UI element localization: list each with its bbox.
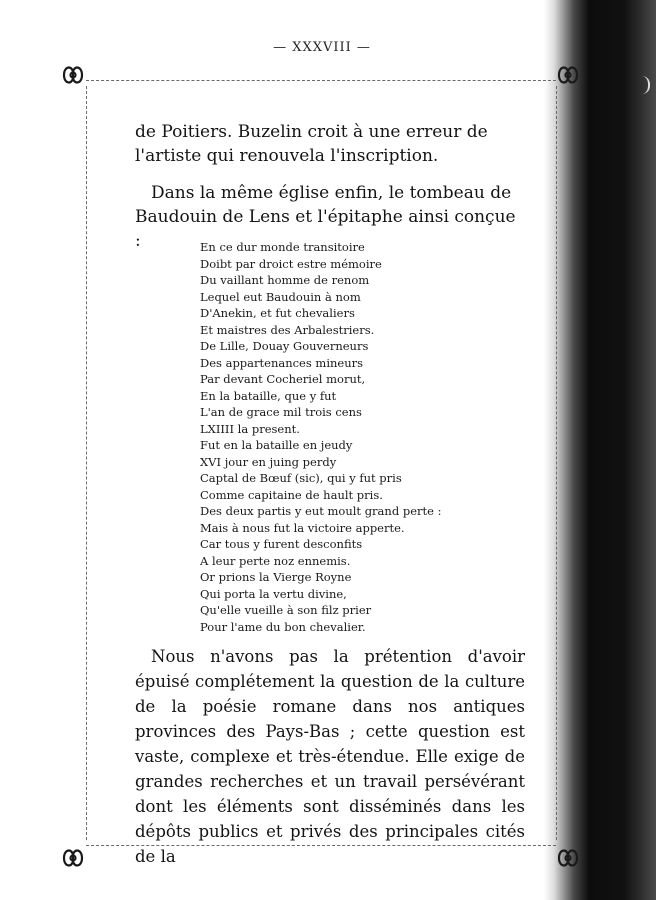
verse-line: Or prions la Vierge Royne [200, 570, 352, 584]
verse-line: Comme capitaine de hault pris. [200, 487, 383, 502]
verse-line: En la bataille, que y fut [200, 388, 337, 403]
frame-border-right [556, 86, 557, 840]
verse-line: Car tous y furent desconfits [200, 537, 363, 551]
verse-line: LXIIII la present. [200, 421, 300, 436]
verse-line: Et maistres des Arbalestriers. [200, 322, 375, 337]
verse-line: Des appartenances mineurs [200, 355, 364, 370]
frame-border-left [86, 86, 87, 840]
verse-line: Qui porta la vertu divine, [200, 586, 347, 601]
paragraph-conclusion: Nous n'avons pas la prétention d'avoir épuisé complétement la question de la culture de la poésie romane dans nos antiques provinces des Pays-Bas ; cette question est vaste, complexe et très-étendue. Elle exige de grandes recherches et un travail persévérant dont les éléments sont disséminés dans les dépôts publics et privés des principales cités de la [135, 647, 525, 866]
verse-line: Pour l'ame du bon chevalier. [200, 619, 366, 634]
paragraph-epitaph-intro: Dans la même église enfin, le tombeau de Baudouin de Lens et l'épitaphe ainsi conçue : [135, 183, 516, 251]
frame-border-top [86, 80, 556, 81]
epitaph-verse [200, 239, 441, 635]
verse-line: Captal de Bœuf (sic), qui y fut pris [200, 471, 402, 485]
paragraph-continuation: de Poitiers. Buzelin croit à une erreur de l'artiste qui renouvela l'inscription. [135, 122, 488, 166]
verse-line: Du vaillant homme de renom [200, 273, 370, 287]
running-head: — XXXVIII — [273, 40, 371, 55]
celtic-knot-icon [553, 843, 583, 873]
verse-line: L'an de grace mil trois cens [200, 405, 362, 419]
verse-line: Fut en la bataille en jeudy [200, 438, 353, 452]
celtic-knot-icon [58, 843, 88, 873]
verse-line: Par devant Cocheriel morut, [200, 372, 366, 386]
verse-line: Qu'elle vueille à son filz prier [200, 603, 372, 617]
verse-line: XVI jour en juing perdy [200, 454, 337, 469]
verse-line: Doibt par droict estre mémoire [200, 256, 382, 271]
verse-line: De Lille, Douay Gouverneurs [200, 339, 369, 353]
verse-line: Des deux partis y eut moult grand perte : [200, 504, 442, 518]
verse-line: Lequel eut Baudouin à nom [200, 289, 361, 304]
celtic-knot-icon [553, 60, 583, 90]
page-gutter-shadow [544, 0, 656, 900]
verse-line: En ce dur monde transitoire [200, 240, 365, 254]
verse-line: A leur perte noz ennemis. [200, 553, 351, 568]
verse-line: D'Anekin, et fut chevaliers [200, 306, 355, 320]
celtic-knot-icon [58, 60, 88, 90]
verse-line: Mais à nous fut la victoire apperte. [200, 520, 405, 535]
